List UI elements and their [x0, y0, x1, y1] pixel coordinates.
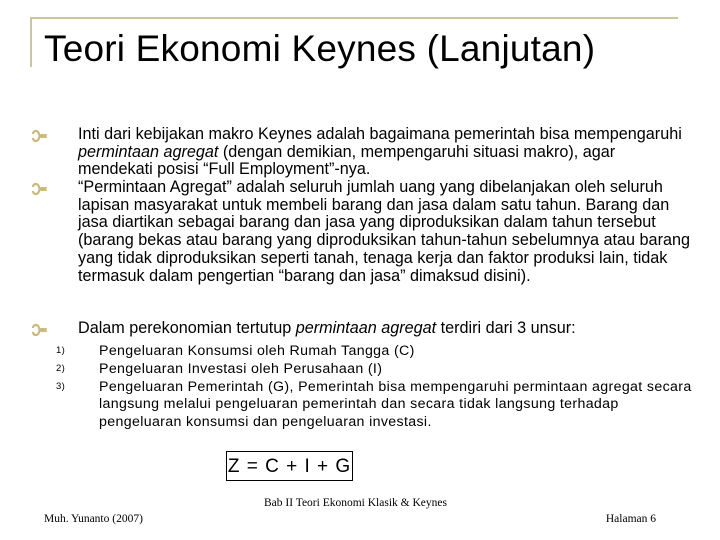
- slide-title: Teori Ekonomi Keynes (Lanjutan): [44, 28, 596, 69]
- title-frame-top-line: [30, 17, 678, 19]
- footer-author: Muh. Yunanto (2007): [44, 513, 143, 525]
- bullet-text: Inti dari kebijakan makro Keynes adalah bagaimana pemerintah bisa mempengaruhi permintaan agregat (dengan demikian, mempengaruhi situasi makro), agar mendekati posisi “Full Employment”-nya.: [78, 125, 682, 179]
- sub-item-3: [30, 379, 690, 432]
- title-frame-left-line: [30, 17, 32, 67]
- sub-number: 1): [56, 345, 66, 356]
- bullet-icon: [30, 126, 50, 146]
- equation-box: Z = C + I + G: [226, 451, 353, 481]
- sub-text: Pengeluaran Pemerintah (G), Pemerintah bisa mempengaruhi permintaan agregat secara langsung melalui pengeluaran pemerintah dan secara tidak langsung terhadap pengeluaran konsumsi dan pengeluaran investasi.: [99, 378, 692, 431]
- sub-number: 2): [56, 362, 66, 374]
- footer-page-number: Halaman 6: [605, 513, 656, 525]
- sub-list: [30, 343, 690, 432]
- footer-chapter: Bab II Teori Ekonomi Klasik & Keynes: [264, 497, 447, 509]
- bullet-text: Dalam perekonomian tertutup permintaan agregat terdiri dari 3 unsur:: [78, 319, 576, 337]
- bullet-item-3: [30, 320, 690, 338]
- bullet-icon: [30, 179, 50, 199]
- sub-text: Pengeluaran Investasi oleh Perusahaan (I): [99, 360, 383, 377]
- bullet-icon: [30, 320, 50, 340]
- bullet-item-2: [30, 179, 690, 320]
- sub-item-2: [30, 361, 690, 379]
- bullet-item-1: [30, 126, 690, 179]
- sub-item-1: [30, 343, 690, 361]
- sub-number: 3): [56, 380, 66, 392]
- bullet-text: “Permintaan Agregat” adalah seluruh jumlah uang yang dibelanjakan oleh seluruh lapisan masyarakat untuk membeli barang dan jasa dalam satu tahun. Barang dan jasa diartikan sebagai barang dan jasa yang diproduksikan dalam tahun tersebut (barang bekas atau barang yang diproduksikan tahun-tahun sebelumnya atau barang yang tidak diproduksikan seperti tanah, tenaga kerja dan faktor produksi lain, tidak termasuk dalam pengertian “barang dan jasa” dimaksud disini).: [78, 178, 690, 285]
- bullet-list: [30, 126, 690, 338]
- sub-text: Pengeluaran Konsumsi oleh Rumah Tangga (C): [99, 343, 415, 359]
